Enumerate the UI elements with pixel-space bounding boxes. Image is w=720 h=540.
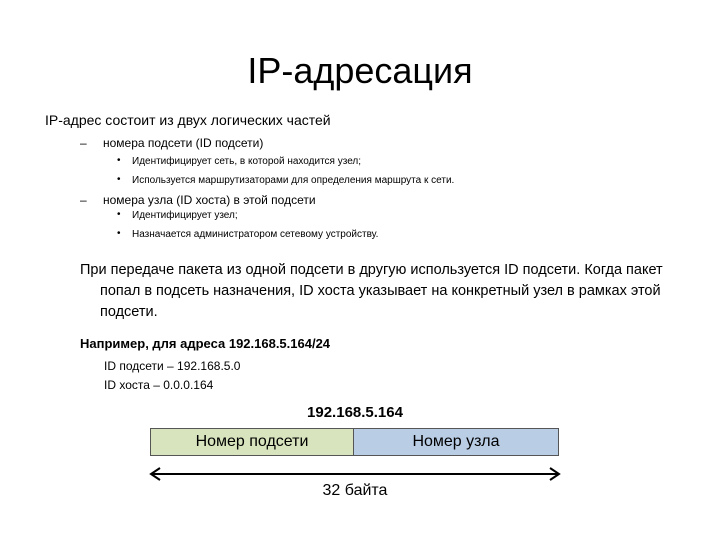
dash-marker: – xyxy=(80,193,87,207)
bullet-marker: • xyxy=(117,174,121,185)
bullet-marker: • xyxy=(117,209,121,220)
example-subnet-id: ID подсети – 192.168.5.0 xyxy=(104,359,241,373)
slide-title: IP-адресация xyxy=(247,50,473,91)
paragraph-line: подсети. xyxy=(100,304,158,320)
subnet-bullet-2: Используется маршрутизаторами для определения маршрута к сети. xyxy=(132,175,455,186)
subnet-part-label: номера подсети (ID подсети) xyxy=(103,136,264,150)
network-part-box xyxy=(150,428,354,456)
bullet-marker: • xyxy=(117,155,121,166)
dash-marker: – xyxy=(80,136,87,150)
host-bullet-2: Назначается администратором сетевому устройству. xyxy=(132,229,379,240)
host-bullet-1: Идентифицирует узел; xyxy=(132,210,238,221)
network-part-label: Номер подсети xyxy=(195,433,309,450)
paragraph-line: попал в подсеть назначения, ID хоста указывает на конкретный узел в рамках этой xyxy=(100,283,661,299)
intro-text: IP-адрес состоит из двух логических частей xyxy=(45,112,331,128)
paragraph-line: При передаче пакета из одной подсети в другую используется ID подсети. Когда пакет xyxy=(80,262,663,278)
host-part-label: номера узла (ID хоста) в этой подсети xyxy=(103,193,316,207)
bit-length-label: 32 байта xyxy=(322,482,388,499)
example-host-id: ID хоста – 0.0.0.164 xyxy=(104,378,214,392)
double-arrow-icon xyxy=(148,466,562,482)
diagram-address: 192.168.5.164 xyxy=(307,404,403,421)
explanation-paragraph xyxy=(80,260,690,323)
host-part-box xyxy=(353,428,559,456)
example-heading: Например, для адреса 192.168.5.164/24 xyxy=(80,336,331,351)
host-part-label: Номер узла xyxy=(412,433,500,450)
bullet-marker: • xyxy=(117,228,121,239)
subnet-bullet-1: Идентифицирует сеть, в которой находится узел; xyxy=(132,156,362,167)
